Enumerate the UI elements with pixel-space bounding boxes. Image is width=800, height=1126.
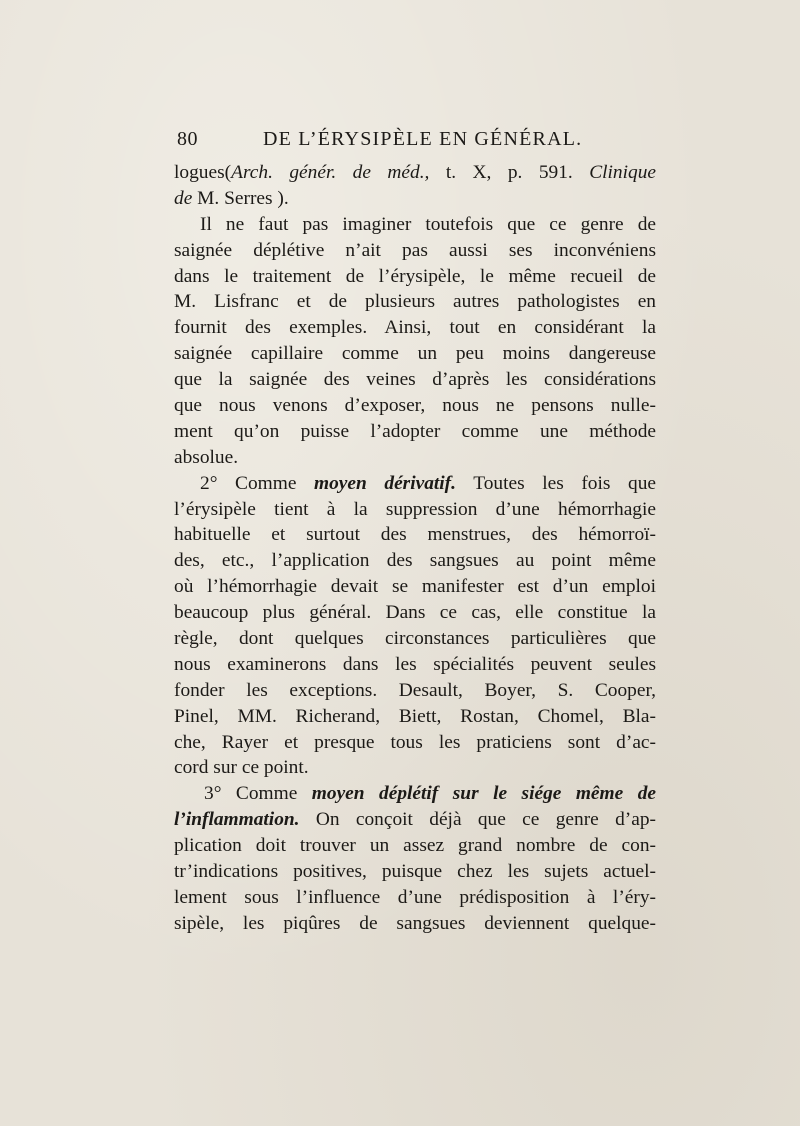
text-line: absolue. (174, 446, 239, 468)
paragraph-start: 2° Comme moyen dérivatif. Toutes les fois que (200, 472, 656, 494)
paragraph-start: 3° Comme moyen déplétif sur le siége même de (204, 783, 656, 805)
text-line: Pinel, MM. Richerand, Biett, Rostan, Chomel, Bla- (174, 705, 656, 727)
text-line: habituelle et surtout des menstrues, des hémorroï- (174, 524, 656, 546)
text-line: règle, dont quelques circonstances particulières que (174, 628, 656, 650)
text-line: sipèle, les piqûres de sangsues deviennent quelque- (174, 912, 656, 934)
section-term: moyen déplétif sur le siége même de (311, 783, 656, 805)
page-header (177, 128, 655, 158)
running-head: DE L’ÉRYSIPÈLE EN GÉNÉRAL. (263, 128, 583, 150)
citation-italic: Arch. génér. de méd., (231, 162, 430, 183)
text-line: l’érysipèle tient à la suppression d’une hémorrhagie (174, 498, 656, 520)
text-line: l’inflammation. On conçoit déjà que ce genre d’ap- (174, 809, 656, 831)
text-line: que nous venons d’exposer, nous ne pensons nulle- (174, 395, 656, 417)
section-term: l’inflammation. (174, 809, 300, 831)
text-line: de M. Serres ). (174, 187, 289, 209)
text-line: des, etc., l’application des sangsues au point même (174, 550, 656, 572)
section-term: moyen dérivatif. (314, 472, 456, 494)
text-line: beaucoup plus général. Dans ce cas, elle constitue la (174, 602, 656, 624)
citation-italic: Clinique (589, 162, 656, 183)
text-line: où l’hémorrhagie devait se manifester est d’un emploi (174, 576, 656, 598)
text-line: tr’indications positives, puisque chez les sujets actuel- (174, 861, 656, 883)
paragraph-start: Il ne faut pas imaginer toutefois que ce genre de (200, 213, 656, 235)
text-line: cord sur ce point. (174, 757, 309, 779)
text-line: nous examinerons dans les spécialités peuvent seules (174, 653, 656, 675)
text-line: logues(Arch. génér. de méd., t. X, p. 591. Clinique (174, 162, 656, 183)
body-text (174, 160, 656, 937)
text-line: dans le traitement de l’érysipèle, le même recueil de (174, 265, 656, 287)
page-number: 80 (177, 128, 198, 150)
text-line: M. Lisfranc et de plusieurs autres pathologistes en (174, 291, 656, 313)
text-line: plication doit trouver un assez grand nombre de con- (174, 835, 656, 857)
text-line: fournit des exemples. Ainsi, tout en considérant la (174, 317, 656, 339)
text-line: que la saignée des veines d’après les considérations (174, 369, 656, 391)
text-line: ment qu’on puisse l’adopter comme une méthode (174, 420, 656, 442)
text-line: che, Rayer et presque tous les praticiens sont d’ac- (174, 731, 656, 753)
text-line: lement sous l’influence d’une prédisposition à l’éry- (174, 886, 656, 908)
text-line: saignée capillaire comme un peu moins dangereuse (174, 343, 656, 365)
text-line: saignée déplétive n’ait pas aussi ses inconvéniens (174, 239, 656, 261)
text-line: fonder les exceptions. Desault, Boyer, S. Cooper, (174, 679, 656, 701)
